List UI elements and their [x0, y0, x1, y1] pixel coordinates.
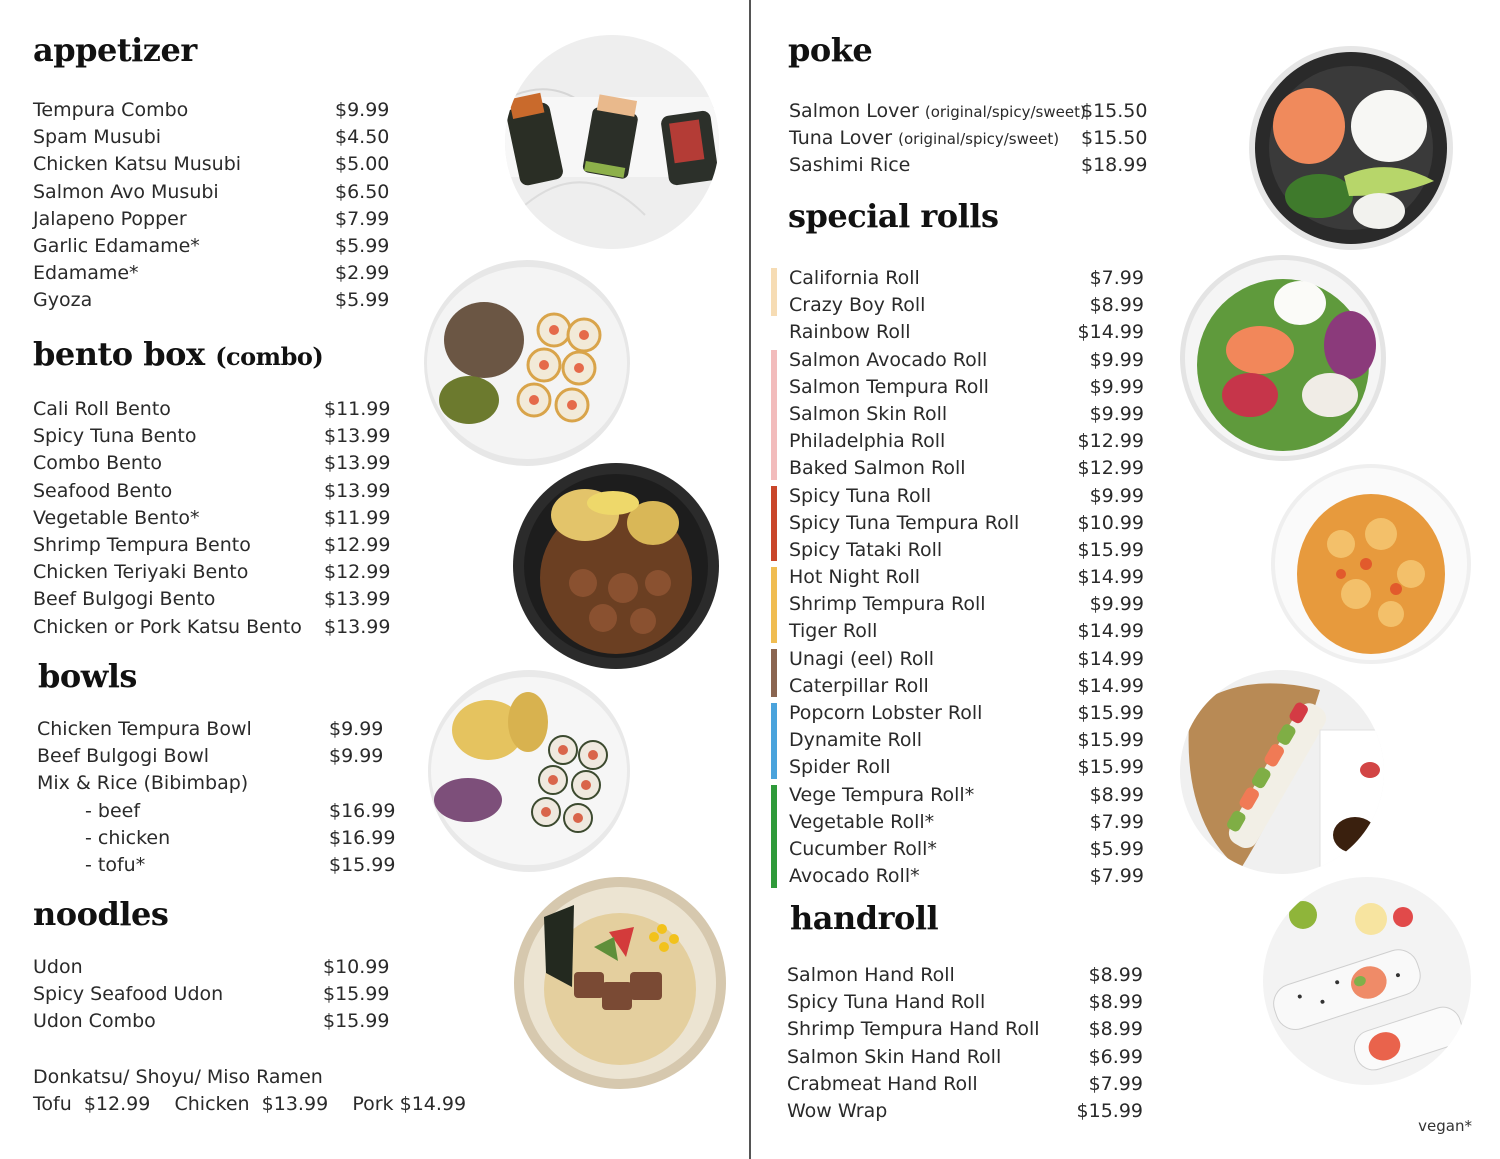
menu-item-name	[787, 989, 985, 1016]
menu-item	[789, 673, 1149, 700]
roll-group-color-bar	[771, 350, 777, 480]
menu-item-name	[789, 564, 920, 591]
menu-item-name	[789, 292, 925, 319]
menu-item	[33, 97, 393, 124]
menu-item-price: $8.99	[1089, 294, 1144, 317]
menu-item-name	[789, 700, 982, 727]
roll-group-color-bar	[771, 703, 777, 779]
poke-list	[789, 98, 1149, 180]
menu-item-label: Salmon Tempura Roll	[789, 375, 989, 398]
menu-item-price: $15.50	[1081, 127, 1148, 150]
menu-item-price: $7.99	[1089, 267, 1144, 289]
menu-item-name	[33, 423, 196, 450]
menu-item	[37, 852, 397, 879]
menu-item-label: Avocado Roll*	[789, 865, 920, 888]
menu-item-price: $11.99	[324, 506, 391, 529]
menu-item-name	[789, 510, 1019, 537]
menu-item-price: $10.99	[323, 956, 390, 978]
menu-item	[789, 319, 1149, 346]
menu-item-name	[789, 836, 937, 863]
menu-item-label: Chicken Teriyaki Bento	[33, 561, 249, 584]
menu-item-name	[787, 1016, 1040, 1043]
menu-item-label: - chicken	[85, 826, 171, 849]
menu-item	[789, 510, 1149, 537]
wow-wrap-photo	[1263, 877, 1471, 1085]
menu-item-price: $5.99	[335, 234, 390, 257]
menu-item-name	[789, 754, 891, 781]
menu-item-label: Spicy Tuna Bento	[33, 425, 197, 448]
bento-photo	[424, 260, 630, 466]
roll-group-color-bar	[771, 649, 777, 697]
menu-item	[37, 798, 397, 825]
bowls-heading: bowls	[38, 657, 137, 695]
musubi-photo	[505, 35, 719, 249]
special-rolls-list	[789, 265, 1149, 890]
menu-item-name	[789, 319, 911, 346]
menu-item-label: Tempura Combo	[33, 99, 189, 121]
bento-title: bento box	[33, 335, 205, 373]
menu-item-price: $14.99	[1077, 620, 1144, 643]
ramen-option-price: $12.99	[83, 1093, 151, 1115]
menu-item	[33, 124, 393, 151]
menu-item-price: $15.99	[1076, 1099, 1143, 1122]
menu-item-name	[789, 125, 1059, 153]
menu-item-note: (original/spicy/sweet)	[924, 103, 1086, 121]
menu-item	[33, 505, 393, 532]
menu-item-label: Vegetable Roll*	[789, 810, 935, 833]
menu-item-label: Edamame*	[33, 262, 139, 285]
appetizer-list	[33, 97, 393, 315]
menu-item-name	[85, 852, 145, 879]
poke-heading: poke	[788, 31, 873, 69]
menu-item-price: $15.99	[1077, 729, 1144, 752]
ramen-photo	[514, 877, 726, 1089]
menu-item-label: Shrimp Tempura Roll	[789, 593, 986, 616]
menu-item	[789, 564, 1149, 591]
menu-item-label: Unagi (eel) Roll	[789, 647, 935, 670]
menu-item-name	[787, 1071, 978, 1098]
menu-item-name	[789, 152, 910, 179]
menu-item	[789, 347, 1149, 374]
vegan-footnote: vegan*	[1418, 1117, 1472, 1135]
menu-item-label: Salmon Hand Roll	[787, 964, 955, 986]
menu-item-name	[33, 450, 162, 477]
menu-item-price: $15.99	[323, 983, 390, 1006]
menu-item	[787, 989, 1147, 1016]
menu-item-label: Spider Roll	[789, 756, 891, 779]
rainbow-roll-photo	[1180, 670, 1384, 874]
menu-item	[789, 265, 1149, 292]
menu-item-price: $14.99	[1077, 674, 1144, 697]
menu-item-label: Rainbow Roll	[789, 321, 911, 344]
menu-item-label: Shrimp Tempura Hand Roll	[787, 1018, 1040, 1041]
ramen-title: Donkatsu/ Shoyu/ Miso Ramen	[33, 1066, 323, 1088]
menu-item-label: California Roll	[789, 267, 920, 289]
menu-item-label: Chicken Tempura Bowl	[37, 718, 252, 740]
menu-item-label: Beef Bulgogi Bowl	[37, 745, 210, 768]
menu-item-price: $14.99	[1077, 647, 1144, 670]
menu-item-label: Dynamite Roll	[789, 729, 923, 752]
menu-item	[33, 586, 393, 613]
roll-group-color-bar	[771, 567, 777, 643]
menu-item-price: $12.99	[1077, 430, 1144, 453]
bento-list	[33, 396, 393, 641]
menu-item-name	[33, 233, 200, 260]
menu-item-label: Spicy Tuna Roll	[789, 484, 932, 507]
menu-item-price: $15.50	[1081, 100, 1148, 122]
menu-item-name	[33, 586, 215, 613]
menu-item-name	[37, 743, 209, 770]
menu-item-name	[33, 954, 83, 981]
menu-item-label: Spicy Tataki Roll	[789, 538, 943, 561]
menu-item	[37, 743, 397, 770]
menu-item	[787, 1098, 1147, 1125]
handroll-list	[787, 962, 1147, 1125]
menu-item-label: Vegetable Bento*	[33, 506, 200, 529]
menu-item-label: Gyoza	[33, 289, 93, 312]
menu-item	[789, 455, 1149, 482]
menu-item	[33, 614, 393, 641]
poke-bowl-photo	[1180, 255, 1386, 461]
menu-item-name	[33, 124, 161, 151]
menu-item-name	[787, 962, 955, 989]
menu-item-name	[85, 798, 140, 825]
menu-item-price: $7.99	[335, 207, 390, 230]
menu-item-name	[787, 1098, 887, 1125]
menu-item-label: Chicken or Pork Katsu Bento	[33, 615, 302, 638]
menu-item-name	[33, 614, 302, 641]
menu-item	[33, 179, 393, 206]
menu-item-label: Salmon Avocado Roll	[789, 348, 988, 371]
popcorn-lobster-photo	[1271, 464, 1471, 664]
menu-item-label: Tiger Roll	[789, 620, 878, 643]
menu-item-price: $9.99	[335, 99, 390, 121]
menu-item-label: Tuna Lover	[789, 127, 893, 150]
menu-item-price: $13.99	[324, 425, 391, 448]
menu-item-label: Philadelphia Roll	[789, 430, 946, 453]
menu-item-price: $12.99	[324, 561, 391, 584]
menu-item-label: Seafood Bento	[33, 479, 173, 502]
menu-item	[789, 98, 1149, 125]
menu-item-name	[33, 396, 171, 423]
menu-item	[789, 591, 1149, 618]
menu-item-price: $9.99	[1089, 593, 1144, 616]
menu-item	[33, 981, 393, 1008]
ramen-option-price: $13.99	[261, 1093, 329, 1115]
menu-item-price: $15.99	[323, 1010, 390, 1033]
noodles-list	[33, 954, 393, 1036]
menu-item-label: Combo Bento	[33, 452, 162, 475]
menu-item-price: $13.99	[324, 479, 391, 502]
menu-item-price: $14.99	[1077, 566, 1144, 589]
page-divider	[749, 0, 751, 1159]
appetizer-heading: appetizer	[33, 31, 197, 69]
menu-item-label: Spicy Seafood Udon	[33, 983, 224, 1006]
menu-item-price: $13.99	[324, 615, 391, 638]
menu-item-name	[789, 374, 989, 401]
menu-item	[37, 716, 397, 743]
menu-item-price: $7.99	[1089, 865, 1144, 888]
menu-item-price: $15.99	[329, 853, 396, 876]
poke-photo	[1249, 46, 1453, 250]
menu-item-name	[789, 347, 987, 374]
menu-item-price: $13.99	[324, 588, 391, 611]
menu-item-name	[789, 809, 934, 836]
roll-group-color-bar	[771, 785, 777, 888]
menu-item-label: Salmon Lover	[789, 100, 919, 122]
menu-item-label: - tofu*	[85, 853, 146, 876]
menu-item-price: $5.00	[335, 153, 390, 176]
menu-item-label: Spam Musubi	[33, 126, 162, 149]
menu-item-name	[789, 863, 920, 890]
menu-item	[789, 646, 1149, 673]
menu-item	[33, 260, 393, 287]
menu-item-label: Hot Night Roll	[789, 566, 921, 589]
menu-item-price: $10.99	[1077, 511, 1144, 534]
menu-item-name	[789, 98, 1086, 126]
menu-item-price: $9.99	[1089, 484, 1144, 507]
menu-item-name	[33, 532, 251, 559]
menu-item	[789, 537, 1149, 564]
menu-item-price: $7.99	[1089, 810, 1144, 833]
menu-item	[33, 559, 393, 586]
menu-item	[33, 151, 393, 178]
menu-item-price: $8.99	[1089, 783, 1144, 806]
menu-item-label: Spicy Tuna Tempura Roll	[789, 511, 1020, 534]
menu-item-name	[33, 1008, 156, 1035]
roll-group-color-bar	[771, 486, 777, 562]
menu-item-price: $9.99	[1089, 375, 1144, 398]
menu-item-price: $5.99	[335, 289, 390, 312]
menu-item	[33, 423, 393, 450]
menu-item-label: Jalapeno Popper	[33, 207, 187, 230]
menu-item-name	[33, 559, 248, 586]
menu-item	[789, 152, 1149, 179]
menu-item-name	[789, 455, 966, 482]
menu-item-name	[33, 151, 241, 178]
menu-item-label: Garlic Edamame*	[33, 234, 200, 257]
menu-item-name	[37, 770, 248, 797]
menu-item-price: $9.99	[329, 718, 384, 740]
menu-item	[789, 754, 1149, 781]
menu-item	[787, 962, 1147, 989]
menu-item-name	[33, 287, 92, 314]
menu-item	[37, 770, 397, 797]
menu-item-name	[789, 428, 945, 455]
menu-item	[33, 532, 393, 559]
menu-item-name	[33, 260, 139, 287]
menu-item	[789, 428, 1149, 455]
menu-item-name	[33, 97, 188, 124]
menu-item-label: Udon Combo	[33, 1010, 156, 1033]
menu-item-label: Cali Roll Bento	[33, 398, 171, 420]
menu-item-price: $9.99	[1089, 402, 1144, 425]
bento-heading	[33, 335, 323, 373]
menu-item	[33, 450, 393, 477]
menu-item-price: $8.99	[1088, 964, 1143, 986]
menu-item-price: $16.99	[329, 826, 396, 849]
menu-item-price: $9.99	[329, 745, 384, 768]
menu-item-price: $2.99	[335, 262, 390, 285]
menu-item-label: - beef	[85, 799, 141, 822]
menu-item	[789, 782, 1149, 809]
menu-item-label: Caterpillar Roll	[789, 674, 929, 697]
menu-item-name	[789, 673, 929, 700]
menu-item	[789, 727, 1149, 754]
menu-item	[789, 374, 1149, 401]
menu-item	[33, 1008, 393, 1035]
menu-item-price: $15.99	[1077, 702, 1144, 724]
menu-item	[33, 954, 393, 981]
menu-item-label: Baked Salmon Roll	[789, 457, 966, 480]
menu-item	[33, 396, 393, 423]
menu-item	[33, 478, 393, 505]
menu-item-price: $14.99	[1077, 321, 1144, 344]
menu-item-name	[789, 591, 986, 618]
menu-item-name	[789, 265, 920, 292]
menu-item-name	[789, 618, 877, 645]
menu-item-price: $5.99	[1089, 837, 1144, 860]
menu-item-price: $7.99	[1088, 1072, 1143, 1095]
menu-item-label: Vege Tempura Roll*	[789, 783, 975, 806]
menu-item	[33, 233, 393, 260]
menu-item-name	[85, 825, 170, 852]
menu-item-price: $12.99	[324, 533, 391, 556]
menu-item-price: $11.99	[324, 398, 391, 420]
bento-subtitle: (combo)	[215, 342, 324, 371]
menu-item-name	[33, 478, 172, 505]
menu-item-label: Crabmeat Hand Roll	[787, 1072, 978, 1095]
menu-item	[789, 125, 1149, 152]
menu-item-name	[33, 505, 199, 532]
menu-item-label: Salmon Avo Musubi	[33, 180, 219, 203]
handroll-heading: handroll	[790, 899, 939, 937]
menu-item	[789, 292, 1149, 319]
menu-item-price: $15.99	[1077, 756, 1144, 779]
menu-item	[789, 483, 1149, 510]
menu-item-name	[33, 179, 219, 206]
menu-item	[789, 809, 1149, 836]
menu-item	[787, 1016, 1147, 1043]
roll-group-color-bar	[771, 268, 777, 316]
menu-item	[789, 618, 1149, 645]
menu-item	[787, 1044, 1147, 1071]
menu-item	[787, 1071, 1147, 1098]
menu-item-price: $8.99	[1088, 991, 1143, 1014]
menu-item-label: Cucumber Roll*	[789, 837, 937, 860]
menu-item-label: Popcorn Lobster Roll	[789, 702, 983, 724]
menu-item-price: $16.99	[329, 799, 396, 822]
menu-item-name	[789, 483, 931, 510]
special-rolls-heading: special rolls	[788, 197, 999, 235]
menu-item-name	[33, 206, 187, 233]
menu-item-name	[789, 646, 934, 673]
ramen-option-label: Pork	[352, 1093, 394, 1115]
menu-item-label: Salmon Skin Roll	[789, 402, 948, 425]
menu-item-price: $12.99	[1077, 457, 1144, 480]
bowls-list	[37, 716, 397, 879]
menu-item-label: Beef Bulgogi Bento	[33, 588, 216, 611]
ramen-option-price: $14.99	[399, 1093, 467, 1115]
menu-item	[789, 836, 1149, 863]
menu-item-price: $8.99	[1088, 1018, 1143, 1041]
menu-item-label: Shrimp Tempura Bento	[33, 533, 251, 556]
menu-item	[33, 287, 393, 314]
menu-item-name	[33, 981, 223, 1008]
menu-item-price: $4.50	[335, 126, 390, 149]
teriyaki-bowl-photo	[513, 463, 719, 669]
noodles-heading: noodles	[33, 895, 169, 933]
menu-item-label: Wow Wrap	[787, 1099, 888, 1122]
menu-item-name	[787, 1044, 1001, 1071]
ramen-options	[33, 1091, 466, 1118]
menu-item-label: Chicken Katsu Musubi	[33, 153, 242, 176]
menu-item-name	[789, 537, 942, 564]
menu-item-label: Sashimi Rice	[789, 154, 911, 177]
menu-item	[789, 700, 1149, 727]
menu-item-price: $6.99	[1088, 1045, 1143, 1068]
menu-item	[789, 863, 1149, 890]
menu-item-label: Mix & Rice (Bibimbap)	[37, 772, 249, 795]
menu-item-note: (original/spicy/sweet)	[898, 130, 1060, 149]
menu-item-name	[789, 782, 974, 809]
menu-item-name	[37, 716, 252, 743]
menu-item	[37, 825, 397, 852]
menu-item-name	[789, 727, 922, 754]
menu-item-price: $15.99	[1077, 538, 1144, 561]
menu-item-label: Udon	[33, 956, 83, 978]
ramen-option-label: Tofu	[33, 1093, 72, 1115]
menu-item-price: $18.99	[1081, 154, 1148, 177]
ramen-option-label: Chicken	[174, 1093, 250, 1115]
menu-item-name	[789, 401, 947, 428]
menu-item-label: Crazy Boy Roll	[789, 294, 926, 317]
menu-item	[789, 401, 1149, 428]
menu-item-label: Salmon Skin Hand Roll	[787, 1045, 1002, 1068]
menu-item-label: Spicy Tuna Hand Roll	[787, 991, 986, 1014]
tempura-bowl-photo	[428, 670, 630, 872]
menu-item-price: $9.99	[1089, 348, 1144, 371]
menu-item	[33, 206, 393, 233]
menu-item-price: $13.99	[324, 452, 391, 475]
menu-item-price: $6.50	[335, 180, 390, 203]
